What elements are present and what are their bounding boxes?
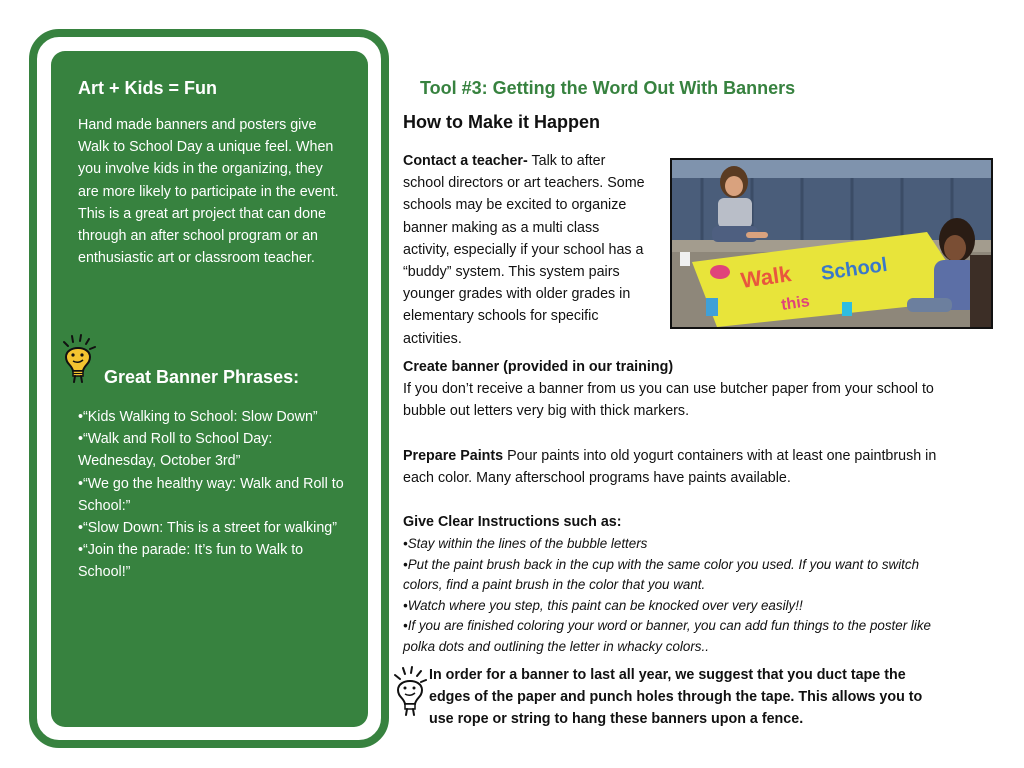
- section-title: How to Make it Happen: [403, 112, 601, 132]
- contact-text: Talk to after school directors or art teachers. Some schools may be excited to organize banner making as a multi class activity, especially if your school has a “buddy” system. This system pairs younger grades with older grades in elementary schools for specific activities.: [403, 153, 645, 347]
- create-banner-text: If you don’t receive a banner from us you can use butcher paper from your school to bubble out letters very big with thick markers.: [403, 381, 934, 420]
- contact-label: Contact a teacher-: [403, 153, 528, 169]
- page-title: Tool #3: Getting the Word Out With Banners: [420, 78, 796, 98]
- list-item: •“Join the parade: It’s fun to Walk to School!”: [78, 542, 304, 581]
- list-item: •Stay within the lines of the bubble letters: [403, 536, 648, 551]
- closing-tip: In order for a banner to last all year, we suggest that you duct tape the edges of the paper and punch holes through the tape. This allows you to use rope or string to hang these banners upon a fence.: [429, 667, 923, 728]
- list-item: •Watch where you step, this paint can be knocked over very easily!!: [403, 597, 803, 613]
- instructions-body: [403, 356, 943, 534]
- panel-intro-paragraph: Hand made banners and posters give Walk to School Day a unique feel. When you involve kids in the organizing, they are more likely to participate in the event. This is a great art project that can done through an after school program or an enthusiastic art or classroom teacher.: [78, 117, 339, 267]
- kids-painting-photo: [670, 158, 993, 329]
- contact-paragraph: [403, 150, 648, 350]
- clear-instructions-label: Give Clear Instructions such as:: [403, 514, 622, 531]
- phrases-list: [78, 406, 346, 584]
- list-item: •“Slow Down: This is a street for walking”: [78, 520, 337, 537]
- photo-banner-word: School: [819, 253, 889, 285]
- phrases-title: Great Banner Phrases:: [104, 367, 300, 387]
- list-item: •“Walk and Roll to School Day: Wednesday, October 3rd”: [78, 431, 273, 470]
- create-banner-label: Create banner (provided in our training): [403, 359, 674, 375]
- photo-banner-word: Walk: [739, 261, 793, 293]
- list-item: •Put the paint brush back in the cup with the same color you used. If you want to switch colors, find a paint brush in the color that you want.: [403, 556, 920, 593]
- list-item: •“We go the healthy way: Walk and Roll to School:”: [78, 475, 344, 514]
- instructions-list: [403, 534, 948, 658]
- lightbulb-icon: [393, 665, 427, 722]
- list-item: •If you are finished coloring your word or banner, you can add fun things to the poster like polka dots and outlining the letter in whacky colors..: [403, 618, 931, 654]
- photo-banner-word: this: [780, 293, 811, 314]
- list-item: •“Kids Walking to School: Slow Down”: [78, 409, 318, 425]
- prepare-paints-text: Pour paints into old yogurt containers with at least one paintbrush in each color. Many afterschool programs have paints available.: [403, 447, 937, 487]
- prepare-paints-label: Prepare Paints: [403, 447, 504, 464]
- panel-title: Art + Kids = Fun: [78, 78, 218, 98]
- lightbulb-icon: [58, 333, 98, 388]
